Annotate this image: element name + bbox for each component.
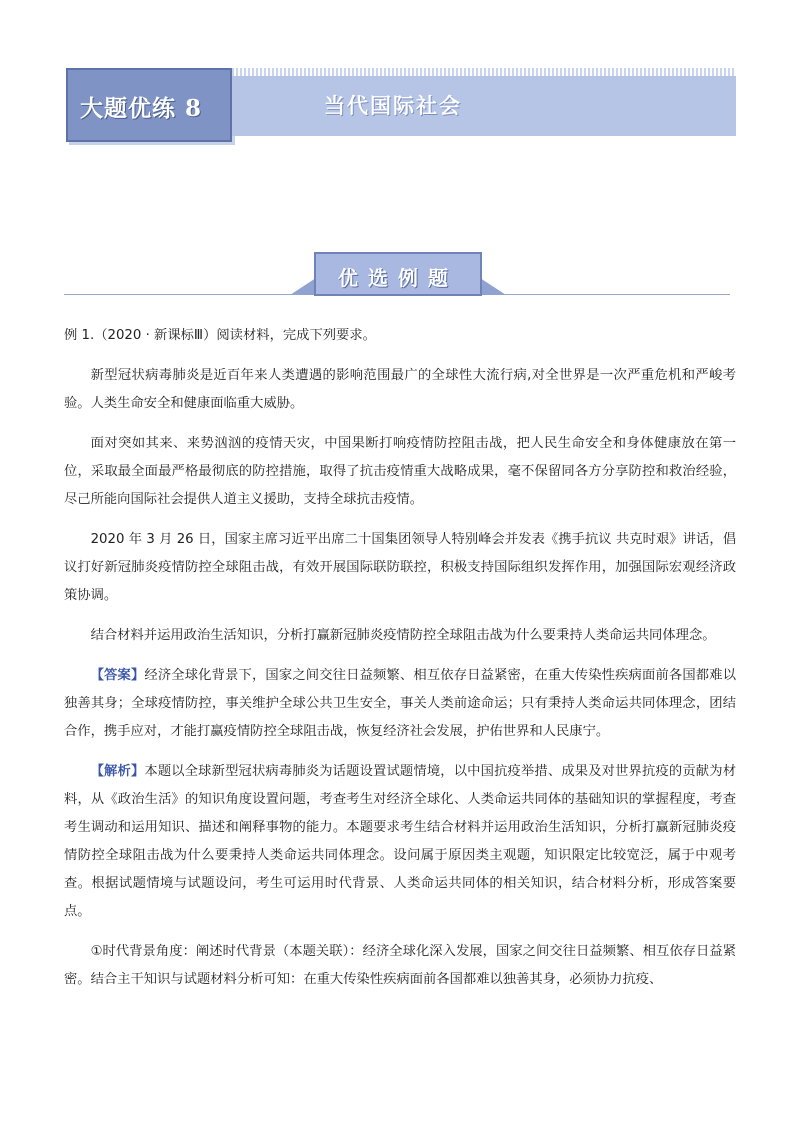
material-paragraph-2: 面对突如其来、来势汹汹的疫情天灾，中国果断打响疫情防控阻击战，把人民生命安全和身体健康放在第一位，采取最全面最严格最彻底的防控措施，取得了抗击疫情重大战略成果，毫不保留同各方分享防控和救治经验，尽己所能向国际社会提供人道主义援助，支持全球抗击疫情。	[64, 436, 736, 507]
answer-text: 经济全球化背景下，国家之间交往日益频繁、相互依存日益紧密，在重大传染性疾病面前各国都难以独善其身；全球疫情防控，事关维护全球公共卫生安全，事关人类前途命运；只有秉持人类命运共同体理念，团结合作，携手应对，才能打赢疫情防控全球阻击战，恢复经济社会发展，护佑世界和人民康宁。	[64, 668, 736, 739]
chapter-badge	[66, 68, 232, 142]
example-intro: 例 1.（2020 · 新课标Ⅲ）阅读材料，完成下列要求。	[64, 328, 376, 343]
analysis-point-1: ①时代背景角度：阐述时代背景（本题关联）：经济全球化深入发展，国家之间交往日益频繁、相互依存日益紧密。结合主干知识与试题材料分析可知：在重大传染性疾病面前各国都难以独善其身，必须协力抗疫、	[64, 944, 736, 987]
example-content	[64, 322, 736, 1006]
chapter-title: 当代国际社会	[324, 94, 462, 118]
section-heading	[64, 244, 730, 298]
answer-tag: 【答案】	[90, 668, 145, 683]
analysis-tag: 【解析】	[90, 764, 145, 779]
answer-paragraph	[64, 662, 736, 746]
material-paragraph-1: 新型冠状病毒肺炎是近百年来人类遭遇的影响范围最广的全球性大流行病,对全世界是一次严重危机和严峻考验。人类生命安全和健康面临重大威胁。	[64, 368, 736, 411]
material-paragraph-3: 2020 年 3 月 26 日，国家主席习近平出席二十国集团领导人特别峰会并发表《携手抗议 共克时艰》讲话，倡议打好新冠肺炎疫情防控全球阻击战，有效开展国际联防联控，积极支持国际组织发挥作用，加强国际宏观经济政策协调。	[64, 532, 736, 603]
chapter-banner	[66, 68, 736, 142]
chapter-badge-text: 大题优练 8	[80, 95, 203, 122]
section-label: 优选例题	[338, 266, 458, 290]
section-label-box	[314, 252, 482, 296]
analysis-text: 本题以全球新型冠状病毒肺炎为话题设置试题情境，以中国抗疫举措、成果及对世界抗疫的贡献为材料，从《政治生活》的知识角度设置问题，考查考生对经济全球化、人类命运共同体的基础知识的掌握程度，考查考生调动和运用知识、描述和阐释事物的能力。本题要求考生结合材料并运用政治生活知识，分析打赢新冠肺炎疫情防控全球阻击战为什么要秉持人类命运共同体理念。设问属于原因类主观题，知识限定比较宽泛，属于中观考查。根据试题情境与试题设问，考生可运用时代背景、人类命运共同体的相关知识，结合材料分析，形成答案要点。	[64, 764, 736, 919]
chapter-title-bar	[232, 76, 736, 136]
question-paragraph: 结合材料并运用政治生活知识，分析打赢新冠肺炎疫情防控全球阻击战为什么要秉持人类命运共同体理念。	[90, 628, 716, 643]
analysis-paragraph	[64, 758, 736, 926]
